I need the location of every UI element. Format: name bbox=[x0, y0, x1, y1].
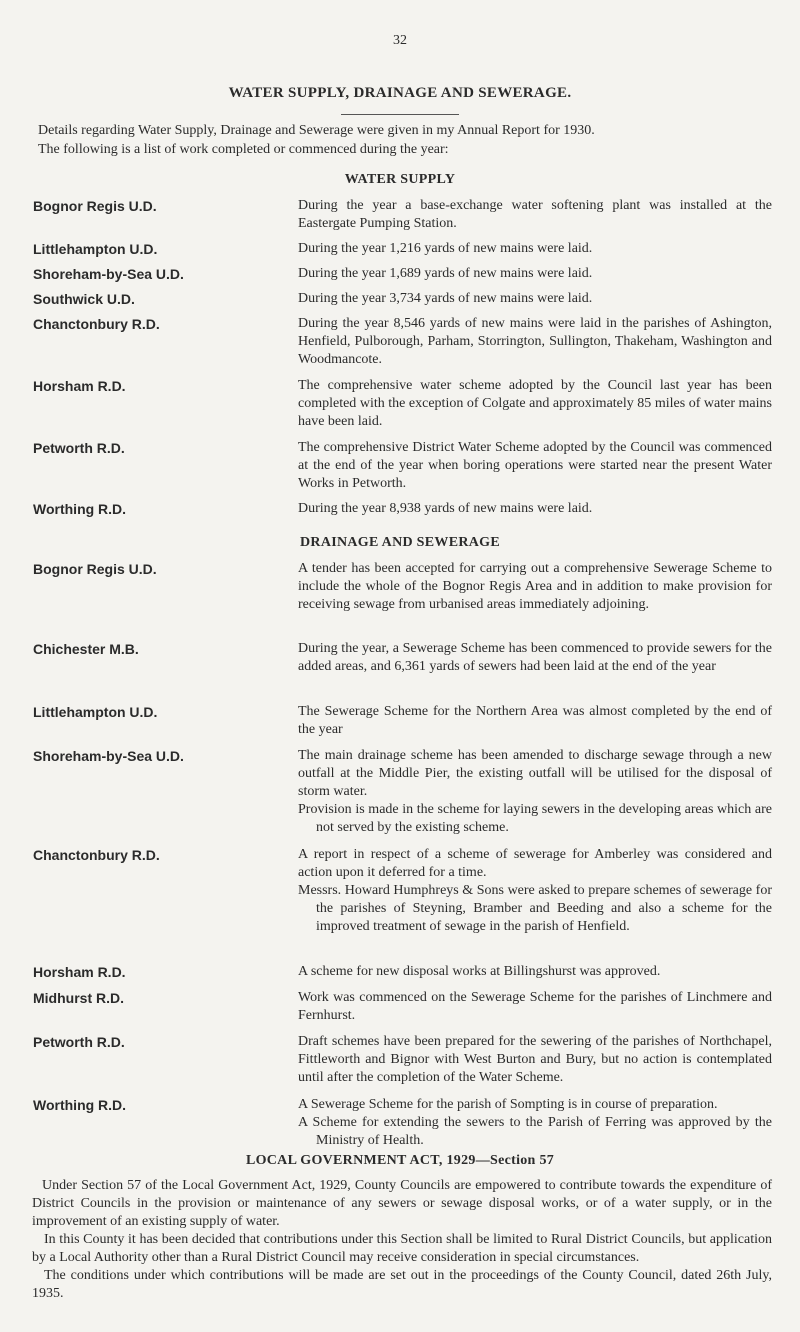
entry-text: Work was commenced on the Sewerage Scheme for the parishes of Linchmere and Fernhurst. bbox=[298, 990, 772, 1023]
authority-name: Petworth R.D. bbox=[33, 1034, 125, 1050]
intro-paragraph bbox=[32, 121, 762, 159]
entry-text: Draft schemes have been prepared for the sewering of the parishes of Northchapel, Fittleworth and Bignor with West Burton and Bury, but no action is contemplated until after the completion of the Water Scheme. bbox=[298, 1034, 772, 1085]
authority-name: Horsham R.D. bbox=[33, 378, 126, 394]
authority-name: Worthing R.D. bbox=[33, 501, 127, 517]
authority-name: Midhurst R.D. bbox=[33, 990, 124, 1006]
entry-text: During the year 1,216 yards of new mains were laid. bbox=[298, 241, 593, 256]
intro-line: The following is a list of work completed or commenced during the year: bbox=[38, 142, 449, 157]
authority-name: Littlehampton U.D. bbox=[33, 241, 158, 257]
authority-name: Worthing R.D. bbox=[33, 1097, 127, 1113]
authority-name: Petworth R.D. bbox=[33, 440, 125, 456]
paragraph: Under Section 57 of the Local Government Act, 1929, County Councils are empowered to contribute towards the expenditure of District Councils in the provision or maintenance of any sewers or sewage disposal works, or of a water supply, or in the improvement of an existing supply of water. bbox=[32, 1178, 772, 1229]
authority-name: Horsham R.D. bbox=[33, 964, 126, 980]
entry-text: During the year 3,734 yards of new mains were laid. bbox=[298, 291, 593, 306]
authority-name: Shoreham-by-Sea U.D. bbox=[33, 748, 184, 764]
authority-name: Shoreham-by-Sea U.D. bbox=[33, 266, 184, 282]
entry-text: During the year 1,689 yards of new mains were laid. bbox=[298, 266, 593, 281]
entry-text: The comprehensive water scheme adopted by the Council last year has been completed with the exception of Colgate and approximately 85 miles of water mains have been laid. bbox=[298, 378, 772, 429]
entry-text: The Sewerage Scheme for the Northern Area was almost completed by the end of the year bbox=[298, 704, 772, 737]
local-government-body bbox=[32, 1177, 772, 1303]
page-number: 32 bbox=[393, 33, 407, 48]
authority-name: Southwick U.D. bbox=[33, 291, 135, 307]
entry-text: The comprehensive District Water Scheme adopted by the Council was commenced at the end of the year when boring operations were started near the present Water Works in Petworth. bbox=[298, 440, 772, 491]
entry-text: During the year 8,938 yards of new mains were laid. bbox=[298, 501, 593, 516]
entry-text: A Sewerage Scheme for the parish of Sompting is in course of preparation. A Scheme for extending the sewers to the Parish of Ferring was approved by the Ministry of Health. bbox=[298, 1097, 772, 1148]
local-government-heading: LOCAL GOVERNMENT ACT, 1929—Section 57 bbox=[245, 1153, 555, 1168]
entry-text: A scheme for new disposal works at Billingshurst was approved. bbox=[298, 964, 661, 979]
paragraph: In this County it has been decided that contributions under this Section shall be limited to Rural District Councils, but application by a Local Authority other than a Rural District Council may receive consideration in special circumstances. bbox=[32, 1232, 772, 1265]
page-title: WATER SUPPLY, DRAINAGE AND SEWERAGE. bbox=[228, 85, 572, 101]
authority-name: Chanctonbury R.D. bbox=[33, 847, 160, 863]
authority-name: Littlehampton U.D. bbox=[33, 704, 158, 720]
entry-text: A tender has been accepted for carrying out a comprehensive Sewerage Scheme to include the whole of the Bognor Regis Area and in addition to make provision for receiving sewage from urbanised areas immediately adjoining. bbox=[298, 561, 772, 612]
drainage-heading: DRAINAGE AND SEWERAGE bbox=[300, 535, 500, 550]
paragraph: The conditions under which contributions will be made are set out in the proceedings of the County Council, dated 26th July, 1935. bbox=[32, 1268, 772, 1301]
entry-text: A report in respect of a scheme of sewerage for Amberley was considered and action upon it deferred for a time. Messrs. Howard Humphreys & Sons were asked to prepare schemes of sewerage for the parishes of Steyning, Bramber and Beeding and also a scheme for the improved treatment of sewage in the parish of Henfield. bbox=[298, 847, 772, 934]
authority-name: Bognor Regis U.D. bbox=[33, 561, 157, 577]
entry-text: During the year, a Sewerage Scheme has been commenced to provide sewers for the added areas, and 6,361 yards of sewers had been laid at the end of the year bbox=[298, 641, 772, 674]
authority-name: Chichester M.B. bbox=[33, 641, 139, 657]
authority-name: Bognor Regis U.D. bbox=[33, 198, 157, 214]
intro-line: Details regarding Water Supply, Drainage and Sewerage were given in my Annual Report for 1930. bbox=[38, 123, 595, 138]
water-supply-heading: WATER SUPPLY bbox=[344, 172, 456, 187]
title-divider bbox=[341, 114, 459, 115]
entry-text: The main drainage scheme has been amended to discharge sewage through a new outfall at the Middle Pier, the existing outfall will be utilised for the disposal of storm water. Provision is made in the scheme for laying sewers in the developing areas which are not served by the existing scheme. bbox=[298, 748, 772, 835]
entry-text: During the year a base-exchange water softening plant was installed at the Eastergate Pumping Station. bbox=[298, 198, 772, 231]
authority-name: Chanctonbury R.D. bbox=[33, 316, 160, 332]
entry-text: During the year 8,546 yards of new mains were laid in the parishes of Ashington, Henfield, Pulborough, Parham, Storrington, Sullington, Thakeham, Washington and Woodmancote. bbox=[298, 316, 772, 367]
